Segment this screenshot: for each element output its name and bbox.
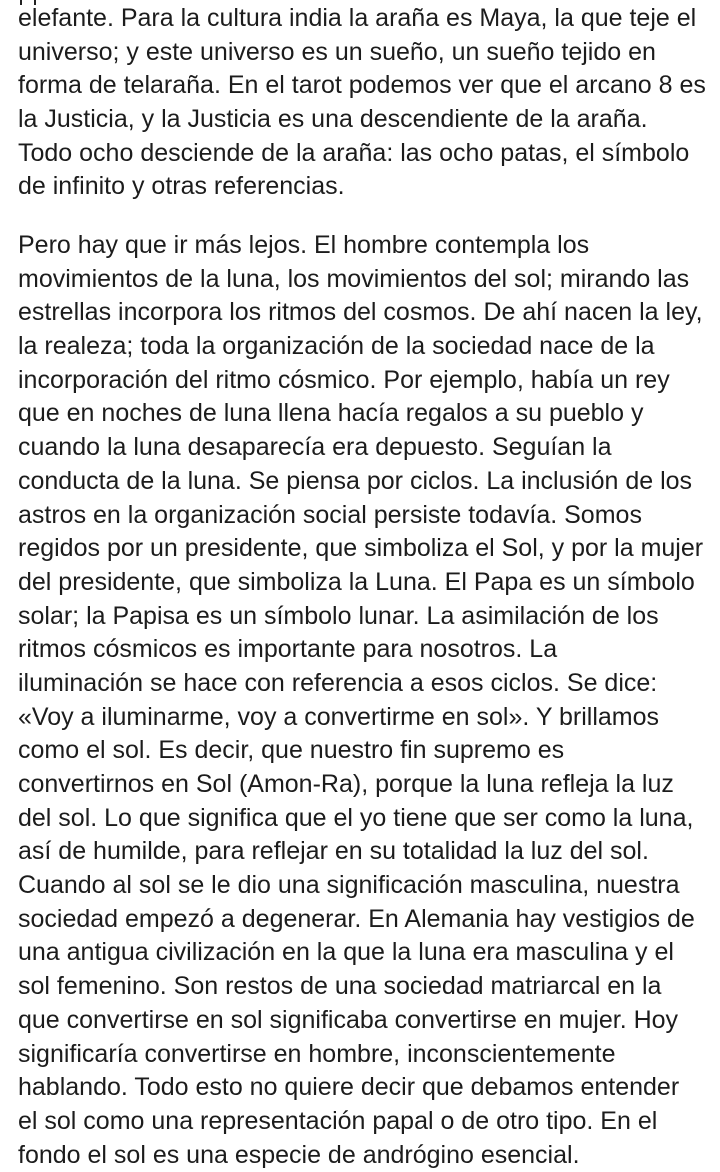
text-line: solar; la Papisa es un símbolo lunar. La asimilación de los (18, 601, 659, 630)
paragraph-1 (18, 2, 718, 204)
text-line: regidos por un presidente, que simboliza el Sol, y por la mujer (18, 534, 704, 563)
text-line: fondo el sol es una especie de andrógino esencial. (18, 1140, 580, 1169)
text-line: convertirnos en Sol (Amon-Ra), porque la luna refleja la luz (18, 770, 674, 798)
text-line: astros en la organización social persiste todavía. Somos (18, 500, 642, 529)
text-line: la realeza; toda la organización de la sociedad nace de la (18, 332, 655, 361)
text-line: así de humilde, para reflejar en su totalidad la luz del sol. (18, 837, 649, 866)
text-line: la Justicia, y la Justicia es una descendiente de la araña. (18, 105, 648, 134)
text-line: significaría convertirse en hombre, inconscientemente (18, 1039, 616, 1068)
text-line: Pero hay que ir más lejos. El hombre contempla los (18, 231, 590, 259)
text-line: Todo ocho desciende de la araña: las ocho patas, el símbolo (18, 138, 690, 167)
text-line: una antigua civilización en la que la luna era masculina y el (18, 938, 674, 967)
text-line: sol femenino. Son restos de una sociedad matriarcal en la (18, 972, 662, 1001)
text-line: del presidente, que simboliza la Luna. El Papa es un símbolo (18, 567, 695, 596)
text-line: estrellas incorpora los ritmos del cosmos. De ahí nacen la ley, (18, 298, 703, 327)
text-line: universo; y este universo es un sueño, un sueño tejido en (18, 37, 656, 66)
text-line: ritmos cósmicos es importante para nosotros. La (18, 635, 558, 664)
paragraph-2 (18, 229, 718, 1172)
text-line: sociedad empezó a degenerar. En Alemania hay vestigios de (18, 904, 695, 933)
text-line: de infinito y otras referencias. (18, 172, 345, 201)
text-line: «Voy a iluminarme, voy a convertirme en sol». Y brillamos (18, 702, 660, 731)
text-line: cuando la luna desaparecía era depuesto. Seguían la (18, 433, 612, 462)
text-line: del sol. Lo que significa que el yo tiene que ser como la luna, (18, 803, 694, 832)
text-line: iluminación se hace con referencia a esos ciclos. Se dice: (18, 668, 658, 697)
text-line: incorporación del ritmo cósmico. Por ejemplo, había un rey (18, 365, 670, 394)
text-line: el sol como una representación papal o de otro tipo. En el (18, 1106, 658, 1135)
text-line: forma de telaraña. En el tarot podemos ver que el arcano 8 es (18, 71, 706, 100)
text-line: que convertirse en sol significaba convertirse en mujer. Hoy (18, 1005, 679, 1034)
text-line: elefante. Para la cultura india la araña es Maya, la que teje el (18, 4, 697, 32)
text-line: como el sol. Es decir, que nuestro fin supremo es (18, 736, 565, 765)
text-line: Cuando al sol se le dio una significación masculina, nuestra (18, 871, 680, 900)
text-line: conducta de la luna. Se piensa por ciclos. La inclusión de los (18, 466, 693, 495)
text-line: movimientos de la luna, los movimientos del sol; mirando las (18, 264, 690, 293)
text-line: hablando. Todo esto no quiere decir que debamos entender (18, 1073, 680, 1102)
text-line: que en noches de luna llena hacía regalos a su pueblo y (18, 399, 644, 428)
